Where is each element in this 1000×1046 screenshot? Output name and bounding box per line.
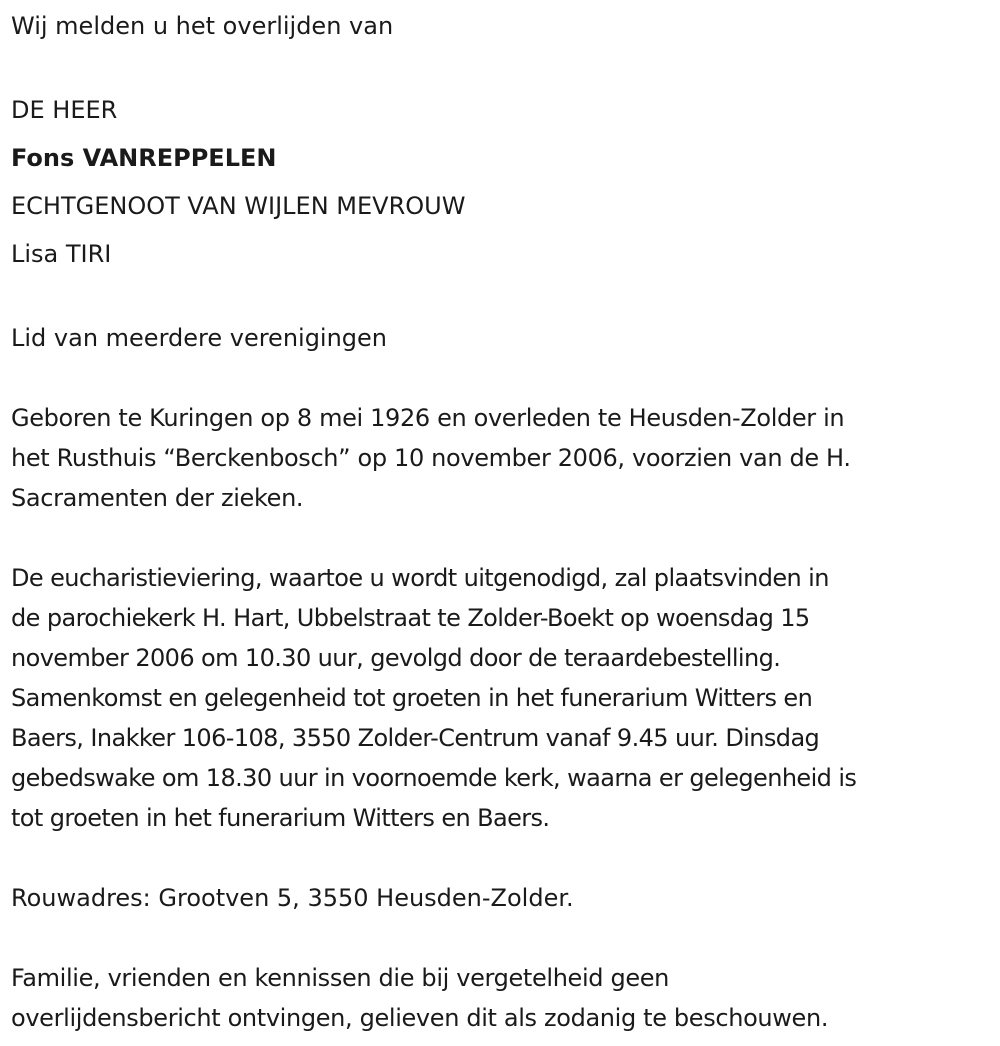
membership-text: Lid van meerdere verenigingen [11,324,388,352]
paragraph-line: Baers, Inakker 106-108, 3550 Zolder-Centrum vanaf 9.45 uur. Dinsdag [11,724,820,752]
paragraph-line: gebedswake om 18.30 uur in voornoemde kerk, waarna er gelegenheid is [11,764,857,792]
paragraph-line: Familie, vrienden en kennissen die bij vergetelheid geen [11,964,670,992]
spacer [11,918,990,958]
paragraph-line: het Rusthuis “Berckenbosch” op 10 november 2006, voorzien van de H. [11,444,851,472]
deceased-name: Fons VANREPPELEN [11,144,277,172]
intro-text: Wij melden u het overlijden van [11,12,394,40]
relation-text: ECHTGENOOT VAN WIJLEN MEVROUW [11,192,466,220]
spacer [11,46,990,86]
birth-death-paragraph [11,398,990,518]
closing-paragraph [11,958,990,1038]
paragraph-line: overlijdensbericht ontvingen, gelieven dit als zodanig te beschouwen. [11,1004,829,1032]
spouse-name: Lisa TIRI [11,240,112,268]
title-text: DE HEER [11,96,118,124]
paragraph-line: Geboren te Kuringen op 8 mei 1926 en overleden te Heusden-Zolder in [11,404,845,432]
paragraph-line: Sacramenten der zieken. [11,484,304,512]
paragraph-line: tot groeten in het funerarium Witters en Baers. [11,804,550,832]
paragraph-line: november 2006 om 10.30 uur, gevolgd door de teraardebestelling. [11,644,781,672]
spacer [11,278,990,318]
paragraph-line: De eucharistieviering, waartoe u wordt uitgenodigd, zal plaatsvinden in [11,564,829,592]
paragraph-line: Samenkomst en gelegenheid tot groeten in het funerarium Witters en [11,684,813,712]
spacer [11,518,990,558]
spacer [11,838,990,878]
mourning-address: Rouwadres: Grootven 5, 3550 Heusden-Zolder. [11,884,574,912]
spacer [11,358,990,398]
paragraph-line: de parochiekerk H. Hart, Ubbelstraat te Zolder-Boekt op woensdag 15 [11,604,810,632]
ceremony-paragraph [11,558,990,838]
